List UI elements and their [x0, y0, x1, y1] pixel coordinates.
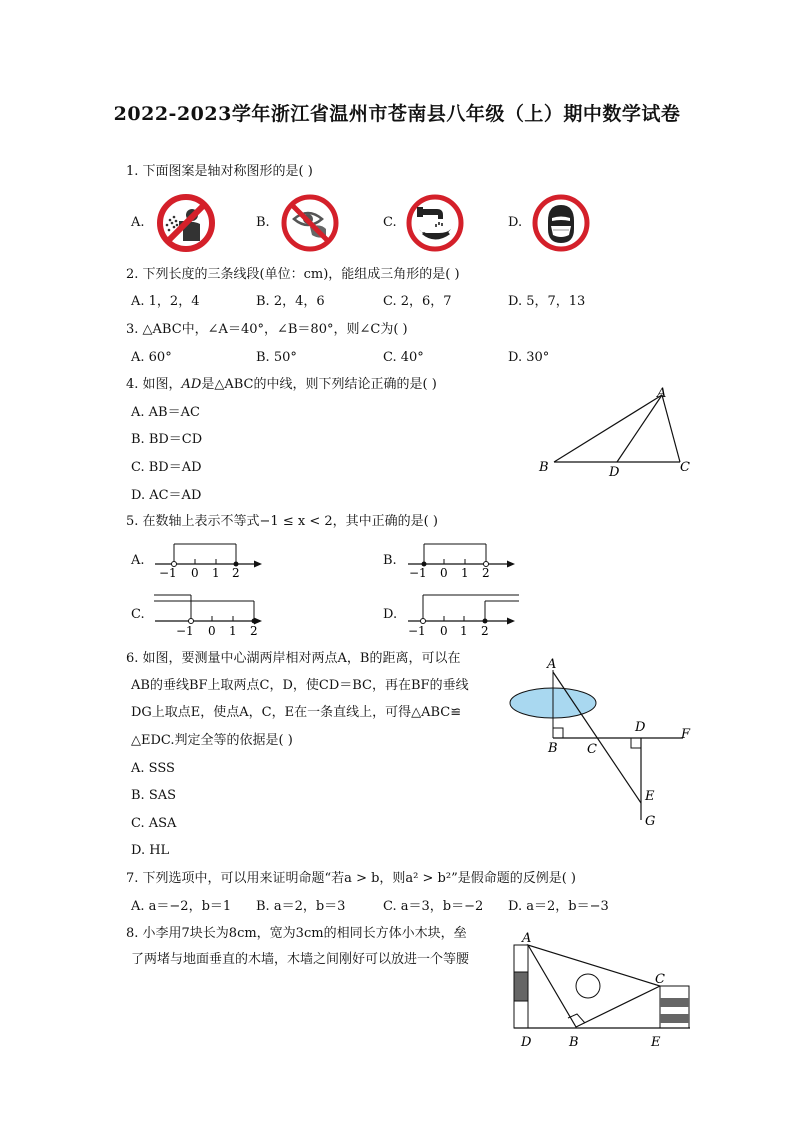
q4-label-c: C: [680, 460, 690, 475]
q5b-tick-neg1: −1: [409, 566, 427, 580]
question-8-line-2: 了两堵与地面垂直的木墙，木墙之间刚好可以放进一个等腰: [131, 952, 470, 967]
q7-option-a: A. a＝−2，b＝1: [131, 899, 232, 914]
q5-option-a: A.: [131, 553, 145, 568]
q4-option-d: D. AC＝AD: [131, 488, 202, 503]
q3-option-c: C. 40°: [383, 350, 424, 365]
q1-option-b: B.: [256, 215, 270, 230]
question-5-stem: 5. 在数轴上表示不等式−1 ≤ x < 2，其中正确的是( ): [126, 514, 438, 529]
q4-label-b: B: [539, 460, 549, 475]
q5c-tick-1: 1: [229, 624, 237, 638]
q8-label-c: C: [655, 972, 665, 987]
q4-stem-suffix: 是△ABC的中线，则下列结论正确的是( ): [201, 377, 437, 392]
q6-label-g: G: [645, 814, 656, 829]
question-6-line-1: 6. 如图，要测量中心湖两岸相对两点A，B的距离，可以在: [126, 651, 461, 666]
question-3-stem: 3. △ABC中，∠A＝40°，∠B＝80°，则∠C为( ): [126, 322, 408, 337]
q5-number-line-a: [150, 540, 265, 580]
q4-triangle-figure: [530, 383, 700, 483]
q3-option-b: B. 50°: [256, 350, 297, 365]
q1-option-a: A.: [131, 215, 145, 230]
q2-option-a: A. 1，2，4: [131, 294, 200, 309]
q8-label-d: D: [521, 1035, 532, 1050]
q7-option-c: C. a＝3，b＝−2: [383, 899, 484, 914]
question-6-line-4: △EDC.判定全等的依据是( ): [131, 733, 293, 748]
q2-option-b: B. 2，4，6: [256, 294, 325, 309]
q4-label-a: A: [657, 386, 667, 401]
question-1-stem: 1. 下面图案是轴对称图形的是( ): [126, 164, 313, 179]
q5d-tick-2: 2: [481, 624, 489, 638]
q5a-tick-2: 2: [232, 566, 240, 580]
wear-mask-sign-icon: [531, 193, 591, 253]
question-6-line-2: AB的垂线BF上取两点C，D，使CD＝BC，再在BF的垂线: [131, 678, 469, 693]
q8-label-e: E: [651, 1035, 661, 1050]
q6-option-d: D. HL: [131, 843, 170, 858]
q4-label-d: D: [609, 465, 620, 480]
q6-lake-figure: [505, 655, 700, 830]
q5-number-line-d: [403, 592, 521, 638]
q3-option-a: A. 60°: [131, 350, 172, 365]
q3-option-d: D. 30°: [508, 350, 550, 365]
question-6-line-3: DG上取点E，使点A，C，E在一条直线上，可得△ABC≌: [131, 705, 462, 720]
wash-hands-sign-icon: [405, 193, 465, 253]
q7-option-b: B. a＝2，b＝3: [256, 899, 346, 914]
q5c-tick-0: 0: [208, 624, 216, 638]
q6-label-e: E: [645, 789, 655, 804]
q5b-tick-2: 2: [482, 566, 490, 580]
q8-label-b: B: [569, 1035, 579, 1050]
q6-label-a: A: [547, 657, 557, 672]
q5c-tick-2: 2: [250, 624, 258, 638]
q4-option-c: C. BD＝AD: [131, 460, 202, 475]
page-title: 2022-2023学年浙江省温州市苍南县八年级（上）期中数学试卷: [113, 103, 681, 125]
q5-option-b: B.: [383, 553, 397, 568]
q5b-tick-0: 0: [440, 566, 448, 580]
q5-option-c: C.: [131, 607, 145, 622]
question-8-line-1: 8. 小李用7块长为8cm，宽为3cm的相同长方体小木块，垒: [126, 926, 467, 941]
q5-number-line-c: [150, 592, 265, 638]
q8-wood-wall-figure: [508, 928, 698, 1050]
q6-option-b: B. SAS: [131, 788, 177, 803]
q5a-tick-1: 1: [212, 566, 220, 580]
q5d-tick-1: 1: [460, 624, 468, 638]
q5-option-d: D.: [383, 607, 398, 622]
question-7-stem: 7. 下列选项中，可以用来证明命题“若a > b，则a² > b²”是假命题的反例是( ): [126, 871, 576, 886]
q1-option-d: D.: [508, 215, 523, 230]
q5-number-line-b: [403, 540, 518, 580]
q6-label-b: B: [548, 741, 558, 756]
q4-stem-variable: AD: [181, 377, 202, 392]
q2-option-c: C. 2，6，7: [383, 294, 452, 309]
q1-option-c: C.: [383, 215, 397, 230]
q4-option-b: B. BD＝CD: [131, 432, 203, 447]
q6-label-c: C: [587, 742, 597, 757]
q5d-tick-0: 0: [440, 624, 448, 638]
q5c-tick-neg1: −1: [176, 624, 194, 638]
q5a-tick-neg1: −1: [159, 566, 177, 580]
q4-option-a: A. AB＝AC: [131, 405, 200, 420]
q2-option-d: D. 5，7，13: [508, 294, 586, 309]
q5b-tick-1: 1: [461, 566, 469, 580]
q6-option-a: A. SSS: [131, 761, 175, 776]
q5a-tick-0: 0: [191, 566, 199, 580]
q6-label-d: D: [635, 720, 646, 735]
q4-stem-prefix: 4. 如图，: [126, 377, 182, 392]
q8-label-a: A: [522, 931, 532, 946]
no-eye-touch-sign-icon: [280, 193, 340, 253]
q7-option-d: D. a＝2，b＝−3: [508, 899, 609, 914]
no-spray-sign-icon: [156, 193, 216, 253]
question-4-stem: [126, 377, 437, 393]
q6-label-f: F: [681, 727, 691, 742]
q5d-tick-neg1: −1: [408, 624, 426, 638]
question-2-stem: 2. 下列长度的三条线段(单位：cm)，能组成三角形的是( ): [126, 267, 460, 282]
q6-option-c: C. ASA: [131, 816, 177, 831]
